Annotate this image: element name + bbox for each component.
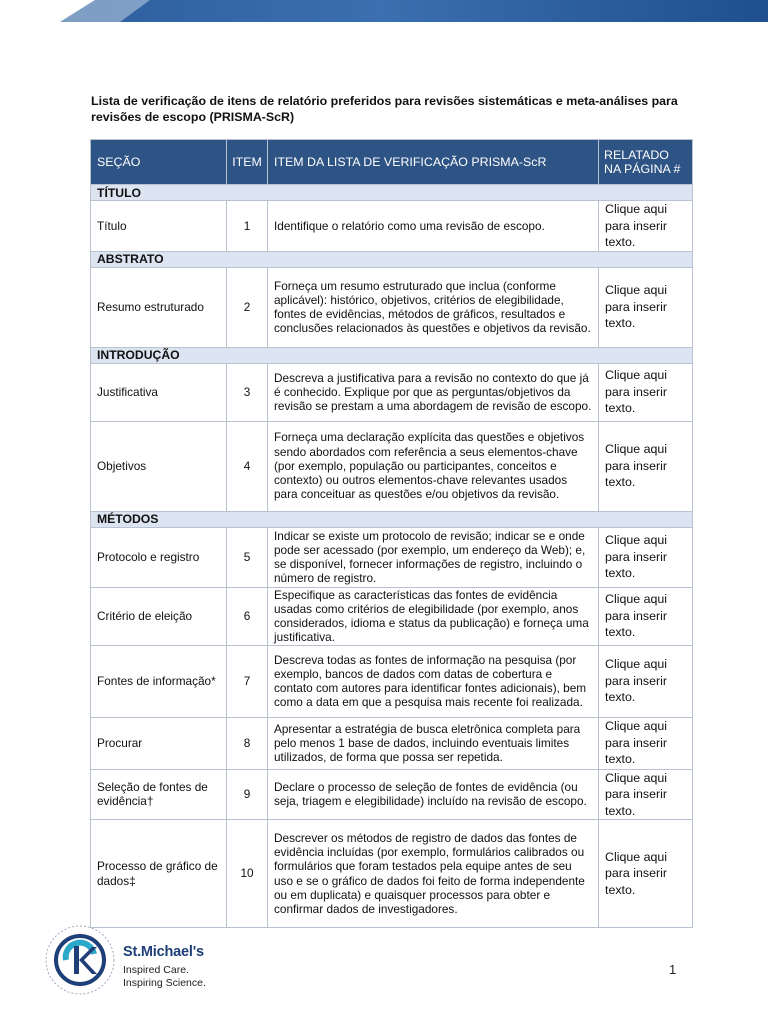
table-row <box>91 769 693 820</box>
prisma-checklist-table <box>90 139 693 928</box>
table-row <box>91 267 693 347</box>
table-row <box>91 587 693 645</box>
table-row <box>91 421 693 511</box>
row-item-number: 10 <box>227 820 268 928</box>
row-section-label: Objetivos <box>91 421 227 511</box>
row-checklist-text: Especifique as características das fontes de evidência usadas como critérios de elegibilidade (por exemplo, anos considerados, idioma e status da publicação) e forneça uma justificativa. <box>268 587 599 645</box>
row-item-number: 3 <box>227 363 268 421</box>
table-row <box>91 820 693 928</box>
org-tagline <box>123 964 206 990</box>
row-checklist-text: Indicar se existe um protocolo de revisão; indicar se e onde pode ser acessado (por exemplo, um endereço da Web); e, se disponível, fornecer informações de registro, incluindo o número de registro. <box>268 527 599 587</box>
row-checklist-text: Declare o processo de seleção de fontes de evidência (ou seja, triagem e elegibilidade) incluído na revisão de escopo. <box>268 769 599 820</box>
section-header-label: ABSTRATO <box>91 251 693 267</box>
section-header-label: INTRODUÇÃO <box>91 347 693 363</box>
header-item: ITEM <box>227 140 268 185</box>
row-section-label: Processo de gráfico de dados‡ <box>91 820 227 928</box>
page-number: 1 <box>669 962 677 977</box>
reported-page-field[interactable]: Clique aqui para inserir texto. <box>599 201 693 252</box>
row-checklist-text: Descreva todas as fontes de informação na pesquisa (por exemplo, bancos de dados com datas de cobertura e contato com autores para identificar fontes adicionais), bem como a data em que a pesquisa mais recente foi realizada. <box>268 645 599 717</box>
row-item-number: 1 <box>227 201 268 252</box>
reported-page-field[interactable]: Clique aqui para inserir texto. <box>599 527 693 587</box>
table-row <box>91 645 693 717</box>
row-checklist-text: Identifique o relatório como uma revisão de escopo. <box>268 201 599 252</box>
org-name: St.Michael's <box>123 944 204 960</box>
row-section-label: Procurar <box>91 717 227 769</box>
row-item-number: 5 <box>227 527 268 587</box>
document-title: Lista de verificação de itens de relatório preferidos para revisões sistemáticas e meta-análises para revisões de escopo (PRISMA-ScR) <box>91 94 678 124</box>
checklist-body <box>91 185 693 928</box>
section-header-label: TÍTULO <box>91 185 693 201</box>
row-checklist-text: Apresentar a estratégia de busca eletrônica completa para pelo menos 1 base de dados, incluindo eventuais limites utilizados, de forma que possa ser repetida. <box>268 717 599 769</box>
row-section-label: Resumo estruturado <box>91 267 227 347</box>
section-header-row <box>91 347 693 363</box>
reported-page-field[interactable]: Clique aqui para inserir texto. <box>599 267 693 347</box>
row-item-number: 9 <box>227 769 268 820</box>
reported-page-field[interactable]: Clique aqui para inserir texto. <box>599 587 693 645</box>
row-section-label: Título <box>91 201 227 252</box>
tagline-line-2: Inspiring Science. <box>123 977 206 989</box>
row-section-label: Critério de eleição <box>91 587 227 645</box>
section-header-row <box>91 185 693 201</box>
row-checklist-text: Descrever os métodos de registro de dados das fontes de evidência incluídas (por exemplo, formulários calibrados ou formulários que foram testados pela equipe antes de seu uso e se o gráfico de dados foi feito de forma independente ou em duplicata) e quaisquer processos para obter e confirmar dados de investigadores. <box>268 820 599 928</box>
header-checklist-item: ITEM DA LISTA DE VERIFICAÇÃO PRISMA-ScR <box>268 140 599 185</box>
row-item-number: 8 <box>227 717 268 769</box>
header-reported-page: RELATADO NA PÁGINA # <box>599 140 693 185</box>
section-header-row <box>91 511 693 527</box>
row-section-label: Protocolo e registro <box>91 527 227 587</box>
table-row <box>91 363 693 421</box>
row-section-label: Seleção de fontes de evidência† <box>91 769 227 820</box>
table-row <box>91 717 693 769</box>
reported-page-field[interactable]: Clique aqui para inserir texto. <box>599 769 693 820</box>
reported-page-field[interactable]: Clique aqui para inserir texto. <box>599 645 693 717</box>
reported-page-field[interactable]: Clique aqui para inserir texto. <box>599 717 693 769</box>
row-checklist-text: Forneça um resumo estruturado que inclua (conforme aplicável): histórico, objetivos, critérios de elegibilidade, fontes de evidências, métodos de gráficos, resultados e conclusões relacionados às questões e objetivos da revisão. <box>268 267 599 347</box>
row-item-number: 2 <box>227 267 268 347</box>
table-row <box>91 527 693 587</box>
top-banner <box>0 0 768 22</box>
header-section: SEÇÃO <box>91 140 227 185</box>
row-section-label: Justificativa <box>91 363 227 421</box>
section-header-label: MÉTODOS <box>91 511 693 527</box>
tagline-line-1: Inspired Care. <box>123 964 189 976</box>
row-item-number: 7 <box>227 645 268 717</box>
reported-page-field[interactable]: Clique aqui para inserir texto. <box>599 363 693 421</box>
reported-page-field[interactable]: Clique aqui para inserir texto. <box>599 820 693 928</box>
row-checklist-text: Forneça uma declaração explícita das questões e objetivos sendo abordados com referência a seus elementos-chave (por exemplo, população ou participantes, conceitos e contexto) ou outros elementos-chave relevantes usados para conceituar as questões e/ou objetivos da revisão. <box>268 421 599 511</box>
reported-page-field[interactable]: Clique aqui para inserir texto. <box>599 421 693 511</box>
section-header-row <box>91 251 693 267</box>
row-item-number: 4 <box>227 421 268 511</box>
row-item-number: 6 <box>227 587 268 645</box>
table-header-row <box>91 140 693 185</box>
row-checklist-text: Descreva a justificativa para a revisão no contexto do que já é conhecido. Explique por que as perguntas/objetivos da revisão se prestam a uma abordagem de revisão de escopo. <box>268 363 599 421</box>
row-section-label: Fontes de informação* <box>91 645 227 717</box>
table-row <box>91 201 693 252</box>
